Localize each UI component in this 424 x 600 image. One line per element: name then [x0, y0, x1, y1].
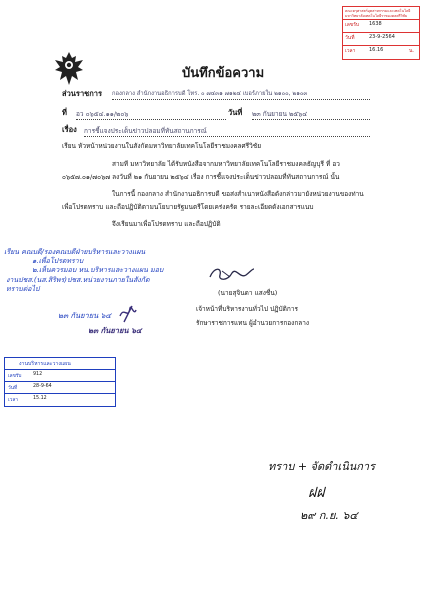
body-paragraph-2-line-2: เพื่อโปรดทราบ และถือปฏิบัติตามนโยบายรัฐมนตรีโดยเคร่งครัด รายละเอียดดังเอกสารแนบ [62, 203, 314, 211]
dept-label: ส่วนราชการ [62, 89, 103, 98]
handwritten-initials: ฝฝ [308, 485, 325, 501]
signer-name: (นายสุจินดา แสงชื่น) [218, 289, 278, 297]
to-line: เรียน หัวหน้าหน่วยงานในสังกัดมหาวิทยาลัยเทคโนโลยีราชมงคลศรีวิชัย [62, 142, 262, 150]
ref-value: อว ๐๖๕๔.๑๑/๒๐๖ [76, 110, 226, 120]
date-value: ๒๓ กันยายน ๒๕๖๔ [252, 110, 370, 120]
handwritten-instruction: ทราบ + จัดดำเนินการ [268, 460, 375, 473]
stamp-title-line1: คณะครุศาสตร์อุตสาหกรรมและเทคโนโลยี [345, 9, 411, 13]
stamp-suffix: น. [409, 48, 415, 54]
stamp-row-value: 16.16 [369, 47, 384, 53]
body-paragraph-1-line-1: สามที มหาวิทยาลัย ได้รับหนังสือจากมหาวิทยาลัยเทคโนโลยีราชมงคลธัญบุรี ที่ อว [112, 160, 340, 168]
stamp-title-line2: มหาวิทยาลัยเทคโนโลยีราชมงคลศรีวิชัย [345, 14, 408, 18]
date-label: วันที่ [228, 108, 243, 117]
stamp-row-label: เวลา [345, 48, 356, 54]
planning-stamp-label: วันที่ [8, 386, 18, 391]
signature-icon [206, 263, 258, 285]
planning-receipt-stamp [4, 357, 116, 407]
planning-stamp-label: เลขรับ [8, 374, 22, 379]
memo-title: บันทึกข้อความ [182, 66, 265, 81]
note-date-2: ๒๓ กันยายน ๖๔ [88, 326, 142, 335]
body-paragraph-3: จึงเรียนมาเพื่อโปรดทราบ และถือปฏิบัติ [112, 220, 221, 228]
note-line: งานปชส.(นส.สิริพร)ปชส.หน่วยงานภายในสังกัด [6, 275, 150, 284]
note-signature-icon [118, 302, 138, 324]
planning-stamp-value: 15.12 [33, 396, 47, 401]
stamp-row-value: 1638 [369, 21, 382, 27]
planning-stamp-label: เวลา [8, 398, 18, 403]
signer-position-1: เจ้าหน้าที่บริหารงานทั่วไป ปฏิบัติการ [196, 305, 298, 313]
planning-stamp-value: 912 [33, 372, 43, 377]
stamp-row-value: 23-9-2564 [369, 34, 395, 40]
garuda-emblem-icon [52, 50, 86, 88]
handwritten-date: ๒๙ ก.ย. ๖๔ [300, 509, 358, 522]
signer-position-2: รักษาราชการแทน ผู้อำนวยการกองกลาง [196, 319, 310, 327]
note-line: ทราบต่อไป [6, 284, 40, 293]
note-date: ๒๓ กันยายน ๖๔ [58, 311, 112, 320]
stamp-row-label: เลขรับ [345, 22, 360, 28]
stamp-row-label: วันที่ [345, 35, 355, 41]
subject-value: การชี้แจงประเด็นข่าวปลอมที่ทันสถานการณ์ [84, 127, 370, 137]
note-line: ๑.เพื่อโปรดทราบ [32, 257, 84, 266]
receipt-stamp [342, 6, 420, 60]
note-line: เรียน คณบดี/รองคณบดีฝ่ายบริหารและวางแผน [4, 248, 146, 256]
planning-stamp-title: งานบริหารและวางแผน [19, 361, 71, 367]
subject-label: เรื่อง [62, 125, 77, 134]
dept-value: กองกลาง สำนักงานอธิการบดี โทร. ๐ ๗๔๓๑ ๗๑๒๔ เบอร์ภายใน ๒๑๐๐, ๒๑๐๓ [112, 91, 370, 100]
planning-stamp-value: 28-9-64 [33, 384, 52, 389]
handwritten-routing-note [4, 248, 204, 294]
ref-label: ที่ [62, 108, 67, 117]
body-paragraph-1-line-2: ๐๖๕๗.๐๑/๗๐๖๗ ลงวันที่ ๒๑ กันยายน ๒๕๖๔ เรื่อง การชี้แจงประเด็นข่าวปลอมที่ทันสถานการณ์ นั้น [62, 173, 340, 181]
body-paragraph-2-line-1: ในการนี้ กองกลาง สำนักงานอธิการบดี ขอส่งสำเนาหนังสือดังกล่าวมายังหน่วยงานของท่าน [112, 190, 364, 198]
note-line: ๒.เห็นควรมอบ หน.บริหารและวางแผน มอบ [32, 266, 164, 275]
